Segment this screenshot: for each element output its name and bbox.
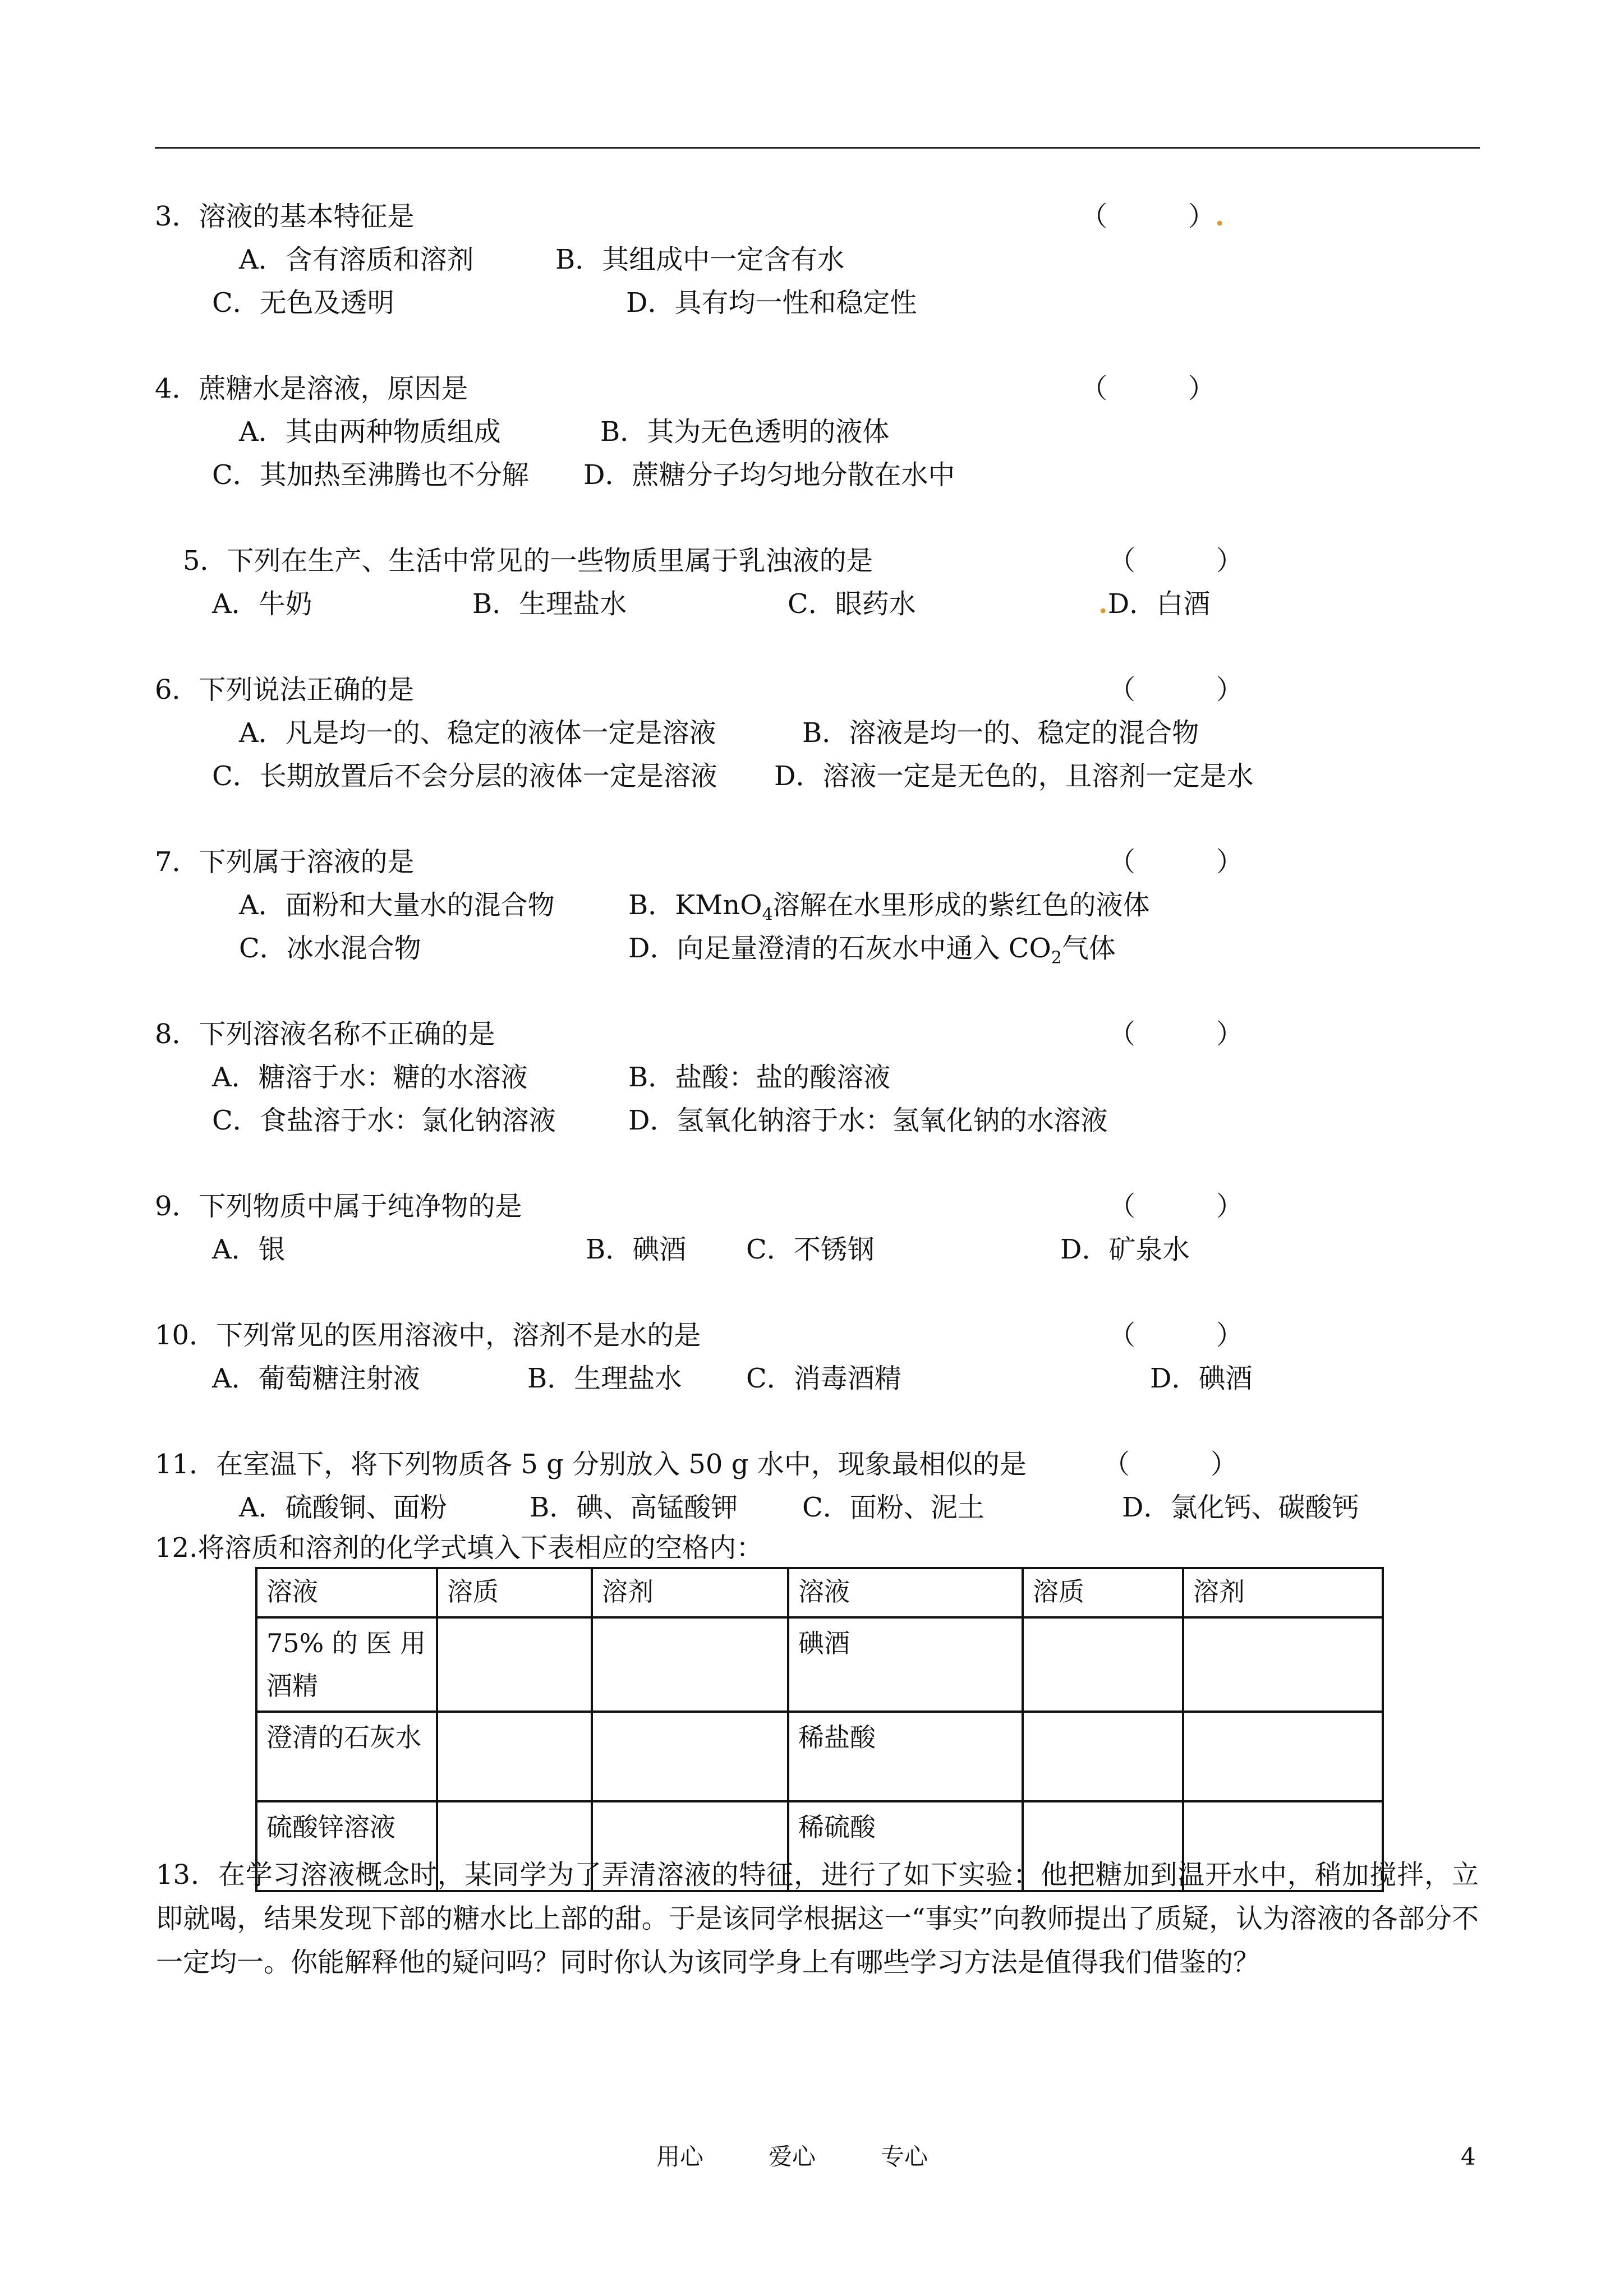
- header-solute-right: 溶质: [1023, 1568, 1183, 1617]
- header-solution-left: 溶液: [256, 1568, 437, 1617]
- q3-option-a: A．含有溶质和溶剂: [239, 244, 474, 275]
- q3-dot-mark: .: [1215, 201, 1225, 232]
- q4-option-c: C．其加热至沸腾也不分解: [212, 459, 529, 491]
- q11-option-c: C．面粉、泥土: [802, 1492, 984, 1523]
- q7-option-a: A．面粉和大量水的混合物: [239, 889, 555, 921]
- q8-answer-paren: （ ）: [1108, 1018, 1244, 1050]
- q8-option-d: D．氢氧化钠溶于水：氢氧化钠的水溶液: [628, 1105, 1108, 1136]
- q9-option-a: A．银: [212, 1234, 286, 1265]
- q13-paragraph: 13．在学习溶液概念时，某同学为了弄清溶液的特征，进行了如下实验：他把糖加到温开水中，稍加搅拌，立即就喝，结果发现下部的糖水比上部的甜。于是该同学根据这一“事实”向教师提出了质疑，认为溶液的各部分不一定均一。你能解释他的疑问吗？同时你认为该同学身上有哪些学习方法是值得我们借鉴的？: [156, 1859, 1479, 1978]
- solution-name-cell: 碘酒: [788, 1617, 1023, 1712]
- solute-blank-cell: [1023, 1712, 1183, 1801]
- q5-stem: 5．下列在生产、生活中常见的一些物质里属于乳浊液的是: [183, 545, 873, 577]
- page-number: 4: [1461, 2143, 1476, 2170]
- q3-answer-paren: （ ）.: [1080, 201, 1225, 232]
- q11-option-b: B．碘、高锰酸钾: [530, 1492, 738, 1523]
- q4-answer-paren: （ ）: [1080, 373, 1216, 404]
- q3-option-c: C．无色及透明: [212, 287, 394, 319]
- solvent-blank-cell: [592, 1617, 788, 1712]
- q7-stem: 7．下列属于溶液的是: [155, 846, 415, 878]
- footer-item-3: 专心: [881, 2143, 928, 2170]
- q9-option-c: C．不锈钢: [746, 1234, 875, 1265]
- q3-option-b: B．其组成中一定含有水: [555, 244, 845, 275]
- q5-option-b: B．生理盐水: [472, 588, 627, 620]
- footer-item-1: 用心: [656, 2143, 704, 2170]
- solvent-blank-cell: [1183, 1617, 1383, 1712]
- header-solute-left: 溶质: [437, 1568, 592, 1617]
- q5-option-c: C．眼药水: [788, 588, 916, 620]
- q4-option-a: A．其由两种物质组成: [239, 416, 501, 448]
- q11-option-d: D．氯化钙、碳酸钙: [1122, 1492, 1359, 1523]
- q10-option-b: B．生理盐水: [527, 1363, 682, 1394]
- solution-name-cell: 硫酸锌溶液: [256, 1801, 437, 1891]
- q8-option-a: A．糖溶于水：糖的水溶液: [212, 1062, 528, 1093]
- q6-option-a: A．凡是均一的、稳定的液体一定是溶液: [239, 717, 716, 749]
- q10-option-a: A．葡萄糖注射液: [212, 1363, 420, 1394]
- table-row: [256, 1712, 1383, 1801]
- q3-stem: 3．溶液的基本特征是: [155, 201, 415, 232]
- solute-blank-cell: [1023, 1617, 1183, 1712]
- q6-stem: 6．下列说法正确的是: [155, 674, 415, 706]
- q6-option-b: B．溶液是均一的、稳定的混合物: [802, 717, 1199, 749]
- q5-answer-paren: （ ）: [1108, 545, 1244, 577]
- q4-stem: 4．蔗糖水是溶液，原因是: [155, 373, 468, 404]
- solution-name-cell: 稀盐酸: [788, 1712, 1023, 1801]
- solution-name-cell: 澄清的石灰水: [256, 1712, 437, 1801]
- q10-option-c: C．消毒酒精: [746, 1363, 901, 1394]
- q5-option-a: A．牛奶: [212, 588, 312, 620]
- solute-blank-cell: [437, 1617, 592, 1712]
- q11-answer-paren: （ ）: [1103, 1449, 1238, 1480]
- q12-stem: 12.将溶质和溶剂的化学式填入下表相应的空格内：: [155, 1532, 763, 1564]
- table-row: [256, 1617, 1383, 1712]
- q7-option-c: C．冰水混合物: [239, 933, 421, 964]
- q10-option-d: D．碘酒: [1150, 1363, 1253, 1394]
- q11-option-a: A．硫酸铜、面粉: [239, 1492, 447, 1523]
- q11-stem: 11．在室温下，将下列物质各 5 g 分别放入 50 g 水中，现象最相似的是: [155, 1449, 1027, 1480]
- solution-name-cell: 稀硫酸: [788, 1801, 1023, 1891]
- q7-answer-paren: （ ）: [1108, 846, 1244, 878]
- q3-option-d: D．具有均一性和稳定性: [626, 287, 917, 319]
- q9-stem: 9．下列物质中属于纯净物的是: [155, 1191, 522, 1222]
- header-rule: [155, 147, 1480, 149]
- solvent-blank-cell: [592, 1712, 788, 1801]
- header-solvent-left: 溶剂: [592, 1568, 788, 1617]
- q10-answer-paren: （ ）: [1108, 1320, 1244, 1351]
- solvent-blank-cell: [1183, 1712, 1383, 1801]
- q6-option-c: C．长期放置后不会分层的液体一定是溶液: [212, 760, 717, 792]
- q8-stem: 8．下列溶液名称不正确的是: [155, 1018, 495, 1050]
- q5-dot-mark: .: [1098, 588, 1108, 620]
- q8-option-b: B．盐酸：盐的酸溶液: [628, 1062, 891, 1093]
- q7-option-b: B．KMnO$_4$溶解在水里形成的紫红色的液体: [628, 889, 1150, 925]
- q4-option-d: D．蔗糖分子均匀地分散在水中: [583, 459, 955, 491]
- header-solvent-right: 溶剂: [1183, 1568, 1383, 1617]
- q7-option-d: D．向足量澄清的石灰水中通入 $CO_2$气体: [628, 933, 1116, 968]
- q6-answer-paren: （ ）: [1108, 674, 1244, 706]
- header-solution-right: 溶液: [788, 1568, 1023, 1617]
- solute-blank-cell: [437, 1712, 592, 1801]
- q9-option-b: B．碘酒: [586, 1234, 687, 1265]
- q9-answer-paren: （ ）: [1108, 1191, 1244, 1222]
- q9-option-d: D．矿泉水: [1060, 1234, 1190, 1265]
- q10-stem: 10．下列常见的医用溶液中，溶剂不是水的是: [155, 1320, 701, 1351]
- q4-option-b: B．其为无色透明的液体: [600, 416, 890, 448]
- q5-option-d: .D．白酒: [1098, 588, 1211, 620]
- solution-table: [255, 1567, 1384, 1892]
- q8-option-c: C．食盐溶于水：氯化钠溶液: [212, 1105, 556, 1136]
- q6-option-d: D．溶液一定是无色的，且溶剂一定是水: [774, 760, 1254, 792]
- solution-name-cell: 75% 的 医 用 酒精: [256, 1617, 437, 1712]
- footer-item-2: 爱心: [769, 2143, 816, 2170]
- table-header-row: [256, 1568, 1383, 1617]
